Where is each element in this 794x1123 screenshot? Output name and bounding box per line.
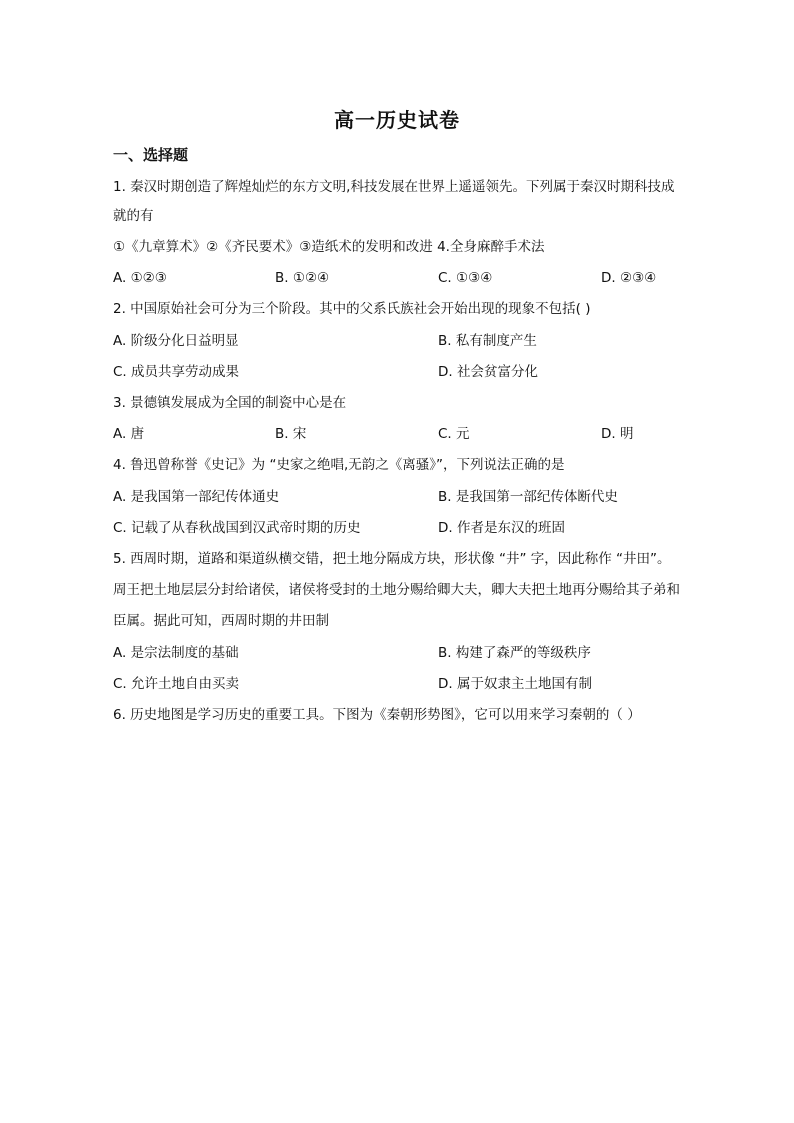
- question-5-line-3: 臣属。据此可知，西周时期的井田制: [113, 613, 329, 629]
- section-heading: 一、选择题: [113, 146, 189, 164]
- exam-title: 高一历史试卷: [334, 108, 460, 132]
- question-1-option-a[interactable]: A. ①②③: [113, 270, 167, 286]
- question-4-options-row-2: [113, 518, 673, 538]
- question-4-options-row-1: [113, 487, 673, 507]
- question-3-option-d[interactable]: D. 明: [601, 426, 634, 442]
- question-3-option-a[interactable]: A. 唐: [113, 426, 145, 442]
- question-3-options: [113, 424, 673, 444]
- question-2-line-1: 2. 中国原始社会可分为三个阶段。其中的父系氏族社会开始出现的现象不包括( ): [113, 301, 591, 317]
- question-5-option-b[interactable]: B. 构建了森严的等级秩序: [438, 645, 591, 661]
- question-5-option-c[interactable]: C. 允许土地自由买卖: [113, 676, 240, 692]
- question-4-option-b[interactable]: B. 是我国第一部纪传体断代史: [438, 489, 618, 505]
- question-5-line-2: 周王把土地层层分封给诸侯，诸侯将受封的土地分赐给卿大夫，卿大夫把土地再分赐给其子弟和: [113, 582, 680, 598]
- question-5-option-a[interactable]: A. 是宗法制度的基础: [113, 645, 239, 661]
- question-4-option-d[interactable]: D. 作者是东汉的班固: [438, 520, 565, 536]
- question-1-line-3: ①《九章算术》②《齐民要术》③造纸术的发明和改进 4.全身麻醉手术法: [113, 239, 545, 255]
- question-1-line-2: 就的有: [113, 208, 154, 224]
- question-4-option-a[interactable]: A. 是我国第一部纪传体通史: [113, 489, 280, 505]
- question-1-line-1: 1. 秦汉时期创造了辉煌灿烂的东方文明,科技发展在世界上遥遥领先。下列属于秦汉时期科技成: [113, 179, 675, 195]
- question-4-option-c[interactable]: C. 记载了从春秋战国到汉武帝时期的历史: [113, 520, 361, 536]
- question-1-option-c[interactable]: C. ①③④: [438, 270, 493, 286]
- question-6-line-1: 6. 历史地图是学习历史的重要工具。下图为《秦朝形势图》，它可以用来学习秦朝的（ ）: [113, 707, 641, 723]
- question-3-option-b[interactable]: B. 宋: [275, 426, 307, 442]
- question-2-option-c[interactable]: C. 成员共享劳动成果: [113, 364, 240, 380]
- question-1-options: [113, 268, 673, 288]
- question-1-option-d[interactable]: D. ②③④: [601, 270, 657, 286]
- question-2-option-a[interactable]: A. 阶级分化日益明显: [113, 333, 239, 349]
- question-5-line-1: 5. 西周时期，道路和渠道纵横交错，把土地分隔成方块，形状像 “井” 字，因此称作 “井田”。: [113, 551, 671, 567]
- question-3-line-1: 3. 景德镇发展成为全国的制瓷中心是在: [113, 395, 347, 411]
- question-2-options-row-1: [113, 331, 673, 351]
- question-2-option-d[interactable]: D. 社会贫富分化: [438, 364, 538, 380]
- question-2-option-b[interactable]: B. 私有制度产生: [438, 333, 537, 349]
- question-3-option-c[interactable]: C. 元: [438, 426, 470, 442]
- question-2-options-row-2: [113, 362, 673, 382]
- question-1-option-b[interactable]: B. ①②④: [275, 270, 330, 286]
- question-5-option-d[interactable]: D. 属于奴隶主土地国有制: [438, 676, 592, 692]
- question-5-options-row-1: [113, 643, 673, 663]
- question-4-line-1: 4. 鲁迅曾称誉《史记》为 “史家之绝唱,无韵之《离骚》”，下列说法正确的是: [113, 457, 565, 473]
- question-5-options-row-2: [113, 674, 673, 694]
